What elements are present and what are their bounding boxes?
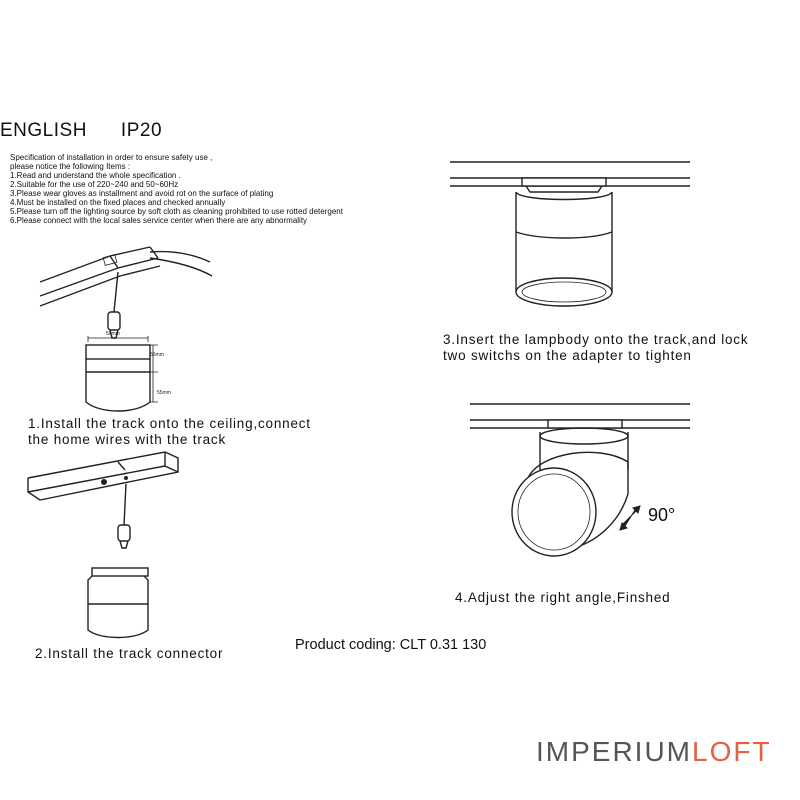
spec-line: 4.Must be installed on the fixed places and checked annually <box>10 198 226 207</box>
dimension-height-top: 55mm <box>150 352 164 358</box>
spec-line: Specification of installation in order to ensure safety use , <box>10 153 213 162</box>
spec-line: 3.Please wear gloves as installment and avoid rot on the surface of plating <box>10 189 274 198</box>
step-3-line-2: two switchs on the adapter to tighten <box>443 348 692 363</box>
ip-rating: IP20 <box>120 120 163 141</box>
brand-part-2: LOFT <box>692 736 772 767</box>
brand-logo <box>536 736 772 768</box>
step-1-line-1: 1.Install the track onto the ceiling,connect <box>28 416 311 431</box>
brand-part-1: IMPERIUM <box>536 736 692 767</box>
spec-line: 6.Please connect with the local sales service center when there are any abnormality <box>10 216 308 225</box>
spec-line: 1.Read and understand the whole specification . <box>10 171 181 180</box>
spec-line: 5.Please turn off the lighting source by soft cloth as cleaning prohibited to use rotted detergent <box>10 207 343 216</box>
product-code: Product coding: CLT 0.31 130 <box>295 637 487 653</box>
language-label: ENGLISH <box>0 120 87 141</box>
spec-line: 2.Suitable for the use of 220~240 and 50~60Hz <box>10 180 179 189</box>
rotation-angle-label: 90° <box>648 505 676 525</box>
step-1-line-2: the home wires with the track <box>28 432 227 447</box>
step-2: 2.Install the track connector <box>35 646 224 661</box>
step-4: 4.Adjust the right angle,Finshed <box>455 590 671 605</box>
dimension-width: 50mm <box>106 331 120 337</box>
dimension-height-bottom: 55mm <box>157 390 171 396</box>
step-3-line-1: 3.Insert the lampbody onto the track,and lock <box>443 332 749 347</box>
spec-line: please notice the following Items : <box>10 162 131 171</box>
